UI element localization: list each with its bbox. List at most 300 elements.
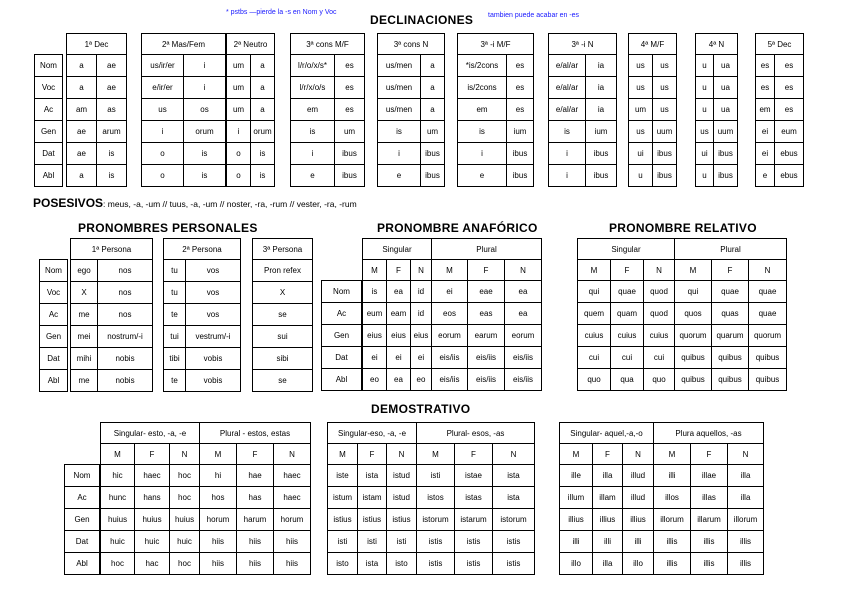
decl-ending-cell: es [775, 55, 804, 77]
anaf-cell: id [411, 281, 432, 303]
dem-cell: illis [654, 553, 691, 575]
decl-case-label: Nom [35, 54, 63, 76]
dem-cell: illis [728, 553, 764, 575]
decl-table-0 [66, 33, 127, 187]
dem-cell: has [237, 487, 274, 509]
decl-ending-cell: a [67, 165, 97, 187]
decl-group-header: 2ª Neutro [227, 34, 275, 55]
posesivos-text: : meus, -a, -um // tuus, -a, -um // noster, -ra, -rum // vester, -ra, -rum [103, 199, 357, 209]
decl-ending-cell: l/r/x/o/s [291, 77, 335, 99]
decl-ending-cell: is [378, 121, 421, 143]
decl-case-label: Ac [35, 98, 63, 120]
decl-ending-cell: i [184, 55, 226, 77]
decl-ending-cell: o [142, 165, 184, 187]
anaf-gender-header: M [363, 260, 387, 281]
pers-cell: se [253, 370, 313, 392]
decl-ending-cell: es [775, 99, 804, 121]
anaf-gender-header: N [411, 260, 432, 281]
anaf-cell: ei [363, 347, 387, 369]
decl-ending-cell: ibus [653, 143, 677, 165]
dem-cell: harum [237, 509, 274, 531]
note-pierde-s: * pstbs —pierde la -s en Nom y Voc [226, 9, 337, 16]
decl-ending-cell: a [421, 55, 445, 77]
dem-cell: istis [493, 531, 535, 553]
decl-ending-cell: i [378, 143, 421, 165]
decl-ending-cell: ibus [335, 143, 365, 165]
decl-group-header: 2ª Mas/Fem [142, 34, 226, 55]
decl-ending-cell: is [458, 121, 507, 143]
decl-case-label: Gen [35, 120, 63, 142]
anaforico-title: PRONOMBRE ANAFÓRICO [377, 221, 538, 235]
anaf-cell: ei [432, 281, 468, 303]
dem-singular-header: Singular- esto, -a, -e [101, 423, 200, 444]
decl-ending-cell: es [507, 77, 534, 99]
dem-cell: illi [623, 531, 654, 553]
dem-cell: illis [691, 553, 728, 575]
dem-cell: istarum [455, 509, 493, 531]
decl-ending-cell: ibus [421, 143, 445, 165]
pers-cell: nostrum/-i [98, 326, 153, 348]
rel-cell: cuius [578, 325, 611, 347]
pers-cell: sui [253, 326, 313, 348]
decl-ending-cell: a [67, 55, 97, 77]
dem-cell: istum [328, 487, 358, 509]
dem-cell: illud [623, 487, 654, 509]
dem-cell: istam [358, 487, 387, 509]
dem-cell: ista [493, 465, 535, 487]
pers-p3-header: 3ª Persona [253, 239, 313, 260]
decl-ending-cell: em [291, 99, 335, 121]
decl-ending-cell: ibus [653, 165, 677, 187]
dem-cell: istis [417, 553, 455, 575]
anaf-case-label: Nom [322, 281, 362, 303]
dem-table-2 [559, 422, 764, 575]
anaf-cell: eius [387, 325, 411, 347]
decl-ending-cell: i [291, 143, 335, 165]
decl-ending-cell: ebus [775, 143, 804, 165]
dem-singular-header: Singular- aquel,-a,-o [560, 423, 654, 444]
dem-cell: huius [170, 509, 200, 531]
dem-cell: huius [101, 509, 135, 531]
decl-ending-cell: ui [629, 143, 653, 165]
pers-cell: nos [98, 260, 153, 282]
rel-cell: quarum [712, 325, 749, 347]
demostrativo-title: DEMOSTRATIVO [371, 402, 471, 416]
rel-cell: quibus [749, 347, 787, 369]
dem-gender-header: F [237, 444, 274, 465]
decl-ending-cell: i [184, 77, 226, 99]
pers-case-label: Ac [40, 303, 68, 325]
dem-cell: istae [455, 465, 493, 487]
decl-table-4 [377, 33, 445, 187]
dem-plural-header: Plural- esos, -as [417, 423, 535, 444]
dem-cell: isti [387, 531, 417, 553]
rel-cell: quem [578, 303, 611, 325]
rel-singular-header: Singular [578, 239, 675, 260]
dem-gender-header: F [691, 444, 728, 465]
dem-cell: hiis [274, 553, 311, 575]
rel-gender-header: F [712, 260, 749, 281]
rel-cell: qua [611, 369, 644, 391]
decl-ending-cell: arum [97, 121, 127, 143]
dem-cell: illas [691, 487, 728, 509]
dem-gender-header: N [274, 444, 311, 465]
decl-ending-cell: is [184, 143, 226, 165]
rel-cell: quorum [749, 325, 787, 347]
decl-ending-cell: o [142, 143, 184, 165]
pers-cell: me [71, 370, 98, 392]
dem-cell: isti [328, 531, 358, 553]
anaf-cell: ea [505, 303, 542, 325]
rel-cell: quod [644, 303, 675, 325]
decl-group-header: 3ª cons M/F [291, 34, 365, 55]
decl-ending-cell: e/al/ar [549, 55, 586, 77]
decl-ending-cell: ibus [507, 143, 534, 165]
decl-ending-cell: a [251, 99, 275, 121]
dem-cell: isto [387, 553, 417, 575]
pers-case-label: Dat [40, 347, 68, 369]
decl-ending-cell: o [227, 143, 251, 165]
anaf-cell: eis/iis [432, 369, 468, 391]
decl-ending-cell: is [291, 121, 335, 143]
dem-cell: huic [101, 531, 135, 553]
decl-ending-cell: ae [67, 121, 97, 143]
decl-ending-cell: ibus [421, 165, 445, 187]
decl-table-9 [755, 33, 804, 187]
rel-gender-header: N [749, 260, 787, 281]
decl-table-3 [290, 33, 365, 187]
decl-ending-cell: u [696, 165, 714, 187]
anaf-gender-header: N [505, 260, 542, 281]
declinaciones-title: DECLINACIONES [370, 13, 474, 27]
anaf-cell: eo [363, 369, 387, 391]
decl-ending-cell: eum [775, 121, 804, 143]
dem-cell: illius [593, 509, 623, 531]
decl-ending-cell: e/ir/er [142, 77, 184, 99]
dem-cell: hunc [101, 487, 135, 509]
dem-cell: hoc [101, 553, 135, 575]
rel-cell: quae [611, 281, 644, 303]
rel-cell: quibus [712, 369, 749, 391]
dem-cell: isti [358, 531, 387, 553]
dem-gender-header: F [455, 444, 493, 465]
dem-cell: illi [654, 465, 691, 487]
decl-ending-cell: es [507, 55, 534, 77]
pers-cell: mihi [71, 348, 98, 370]
pers-cell: vobis [186, 370, 241, 392]
rel-cell: quae [712, 281, 749, 303]
pers-cell: Pron refex [253, 260, 313, 282]
decl-ending-cell: is [251, 165, 275, 187]
dem-plural-header: Plural - estos, estas [200, 423, 311, 444]
pers-cell: sibi [253, 348, 313, 370]
decl-ending-cell: u [696, 99, 714, 121]
dem-cell: istud [387, 487, 417, 509]
dem-cell: hoc [170, 553, 200, 575]
decl-ending-cell: ua [714, 77, 738, 99]
pers-corner [40, 238, 68, 259]
decl-ending-cell: a [251, 55, 275, 77]
dem-cell: illa [593, 553, 623, 575]
rel-gender-header: F [611, 260, 644, 281]
decl-ending-cell: e [458, 165, 507, 187]
decl-ending-cell: ebus [775, 165, 804, 187]
rel-gender-header: N [644, 260, 675, 281]
anaf-case-label: Abl [322, 369, 362, 391]
decl-ending-cell: orum [184, 121, 226, 143]
posesivos-line [33, 196, 357, 210]
dem-cell: hoc [170, 465, 200, 487]
decl-ending-cell: is [549, 121, 586, 143]
dem-cell: ista [493, 487, 535, 509]
decl-ending-cell: e/al/ar [549, 77, 586, 99]
dem-cell: illis [691, 531, 728, 553]
dem-cell: illo [560, 553, 593, 575]
decl-ending-cell: uum [653, 121, 677, 143]
dem-cell: horum [200, 509, 237, 531]
rel-cell: quibus [675, 369, 712, 391]
pers-p2-header: 2ª Persona [164, 239, 241, 260]
decl-ending-cell: ia [586, 55, 617, 77]
pers-cell: vos [186, 282, 241, 304]
anaf-plural-header: Plural [432, 239, 542, 260]
anaf-cell: eis/iis [468, 347, 505, 369]
dem-case-label: Ac [65, 487, 100, 509]
dem-cell: illa [593, 465, 623, 487]
dem-gender-header: N [623, 444, 654, 465]
decl-ending-cell: as [97, 99, 127, 121]
posesivos-label: POSESIVOS [33, 196, 104, 210]
dem-gender-header: M [417, 444, 455, 465]
decl-group-header: 3ª cons N [378, 34, 445, 55]
dem-gender-header: M [328, 444, 358, 465]
anaf-table [362, 238, 542, 391]
dem-cell: istud [387, 465, 417, 487]
dem-cell: ista [358, 465, 387, 487]
dem-cell: istis [417, 531, 455, 553]
dem-cell: illam [593, 487, 623, 509]
dem-gender-header: N [170, 444, 200, 465]
dem-gender-header: M [101, 444, 135, 465]
decl-ending-cell: ibus [714, 165, 738, 187]
anaf-cell: eorum [505, 325, 542, 347]
anaf-cell: eae [468, 281, 505, 303]
rel-cell: cuius [644, 325, 675, 347]
dem-cell: iste [328, 465, 358, 487]
decl-ending-cell: ei [756, 121, 775, 143]
decl-ending-cell: us/ir/er [142, 55, 184, 77]
dem-case-labels [64, 464, 100, 575]
pers-case-label: Voc [40, 281, 68, 303]
anaf-cell: eis/iis [505, 369, 542, 391]
anaf-cell: ei [411, 347, 432, 369]
dem-gender-header: F [358, 444, 387, 465]
dem-cell: illorum [654, 509, 691, 531]
dem-cell: isti [417, 465, 455, 487]
dem-cell: hiis [200, 531, 237, 553]
decl-case-labels [34, 33, 63, 187]
decl-group-header: 5ª Dec [756, 34, 804, 55]
dem-cell: ille [560, 465, 593, 487]
rel-cell: cui [611, 347, 644, 369]
rel-cell: quae [749, 281, 787, 303]
dem-cell: istius [387, 509, 417, 531]
dem-cell: illis [728, 531, 764, 553]
pers-cell: vobis [186, 348, 241, 370]
decl-ending-cell: u [629, 165, 653, 187]
decl-ending-cell: us [696, 121, 714, 143]
decl-ending-cell: u [696, 77, 714, 99]
dem-cell: istius [328, 509, 358, 531]
personales-title: PRONOMBRES PERSONALES [78, 221, 258, 235]
anaf-cell: eum [363, 303, 387, 325]
dem-table-0 [100, 422, 311, 575]
decl-group-header: 4ª N [696, 34, 738, 55]
decl-ending-cell: os [184, 99, 226, 121]
rel-cell: quo [644, 369, 675, 391]
dem-cell: hiis [237, 553, 274, 575]
anaf-case-label: Gen [322, 325, 362, 347]
dem-cell: haec [274, 487, 311, 509]
decl-ending-cell: us [653, 55, 677, 77]
decl-ending-cell: um [335, 121, 365, 143]
decl-ending-cell: um [629, 99, 653, 121]
pers-cell: tui [164, 326, 186, 348]
decl-ending-cell: a [251, 77, 275, 99]
pers-cell: mei [71, 326, 98, 348]
decl-ending-cell: is [184, 165, 226, 187]
decl-ending-cell: ua [714, 55, 738, 77]
dem-plural-header: Plura aquellos, -as [654, 423, 764, 444]
decl-case-label: Dat [35, 142, 63, 164]
pers-cell: te [164, 304, 186, 326]
anaf-cell: ea [387, 281, 411, 303]
decl-ending-cell: us [142, 99, 184, 121]
decl-ending-cell: uum [714, 121, 738, 143]
decl-ending-cell: a [421, 99, 445, 121]
dem-cell: hans [135, 487, 170, 509]
dem-cell: huic [170, 531, 200, 553]
anaf-cell: eis/iis [468, 369, 505, 391]
decl-ending-cell: e [756, 165, 775, 187]
decl-ending-cell: em [458, 99, 507, 121]
decl-group-header: 3ª -i M/F [458, 34, 534, 55]
dem-case-label: Gen [65, 509, 100, 531]
rel-plural-header: Plural [675, 239, 787, 260]
decl-ending-cell: es [756, 77, 775, 99]
dem-cell: istos [417, 487, 455, 509]
decl-ending-cell: ibus [586, 165, 617, 187]
dem-case-label: Nom [65, 465, 100, 487]
decl-group-header: 4ª M/F [629, 34, 677, 55]
dem-cell: istius [358, 509, 387, 531]
dem-cell: illud [623, 465, 654, 487]
dem-cell: hos [200, 487, 237, 509]
anaf-case-label: Ac [322, 303, 362, 325]
decl-table-8 [695, 33, 738, 187]
decl-ending-cell: ae [67, 143, 97, 165]
pers-cell: nos [98, 304, 153, 326]
rel-cell: qui [675, 281, 712, 303]
dem-cell: huius [135, 509, 170, 531]
decl-table-7 [628, 33, 677, 187]
decl-group-header: 1ª Dec [67, 34, 127, 55]
dem-cell: istorum [417, 509, 455, 531]
anaf-gender-header: M [432, 260, 468, 281]
dem-cell: istis [455, 553, 493, 575]
decl-ending-cell: ia [586, 99, 617, 121]
dem-cell: hae [237, 465, 274, 487]
dem-cell: illis [654, 531, 691, 553]
dem-cell: istas [455, 487, 493, 509]
decl-ending-cell: orum [251, 121, 275, 143]
rel-cell: qui [578, 281, 611, 303]
decl-ending-cell: a [421, 77, 445, 99]
dem-cell: istorum [493, 509, 535, 531]
rel-cell: quas [712, 303, 749, 325]
decl-ending-cell: ae [97, 55, 127, 77]
decl-ending-cell: ia [586, 77, 617, 99]
dem-cell: illi [593, 531, 623, 553]
decl-ending-cell: is [97, 165, 127, 187]
pers-case-label: Nom [40, 259, 68, 281]
dem-cell: hi [200, 465, 237, 487]
decl-ending-cell: um [421, 121, 445, 143]
rel-cell: quibus [675, 347, 712, 369]
pers-cell: vestrum/-i [186, 326, 241, 348]
decl-ending-cell: es [335, 77, 365, 99]
dem-cell: hac [135, 553, 170, 575]
pers-cell: me [71, 304, 98, 326]
pers-case-label: Abl [40, 369, 68, 391]
anaf-cell: eius [411, 325, 432, 347]
dem-cell: hoc [170, 487, 200, 509]
decl-ending-cell: e [378, 165, 421, 187]
dem-cell: hiis [274, 531, 311, 553]
decl-ending-cell: ibus [507, 165, 534, 187]
decl-ending-cell: o [227, 165, 251, 187]
decl-table-5 [457, 33, 534, 187]
pers-cell: te [164, 370, 186, 392]
decl-ending-cell: ibus [586, 143, 617, 165]
decl-corner [35, 33, 63, 54]
decl-ending-cell: ibus [714, 143, 738, 165]
decl-table-6 [548, 33, 617, 187]
pers-cell: vos [186, 260, 241, 282]
dem-gender-header: M [654, 444, 691, 465]
decl-ending-cell: ibus [335, 165, 365, 187]
decl-ending-cell: is [251, 143, 275, 165]
decl-case-label: Abl [35, 164, 63, 186]
decl-ending-cell: is/2cons [458, 77, 507, 99]
decl-ending-cell: em [756, 99, 775, 121]
decl-ending-cell: es [756, 55, 775, 77]
dem-case-label: Dat [65, 531, 100, 553]
dem-cell: huic [135, 531, 170, 553]
pers-cell: tibi [164, 348, 186, 370]
decl-ending-cell: i [142, 121, 184, 143]
decl-ending-cell: um [227, 55, 251, 77]
dem-cell: illos [654, 487, 691, 509]
rel-cell: quibus [749, 369, 787, 391]
anaf-cell: earum [468, 325, 505, 347]
decl-ending-cell: us [653, 77, 677, 99]
dem-singular-header: Singular-eso, -a, -e [328, 423, 417, 444]
pers-cell: X [253, 282, 313, 304]
anaf-cell: ei [387, 347, 411, 369]
dem-gender-header: F [135, 444, 170, 465]
decl-ending-cell: u [696, 55, 714, 77]
